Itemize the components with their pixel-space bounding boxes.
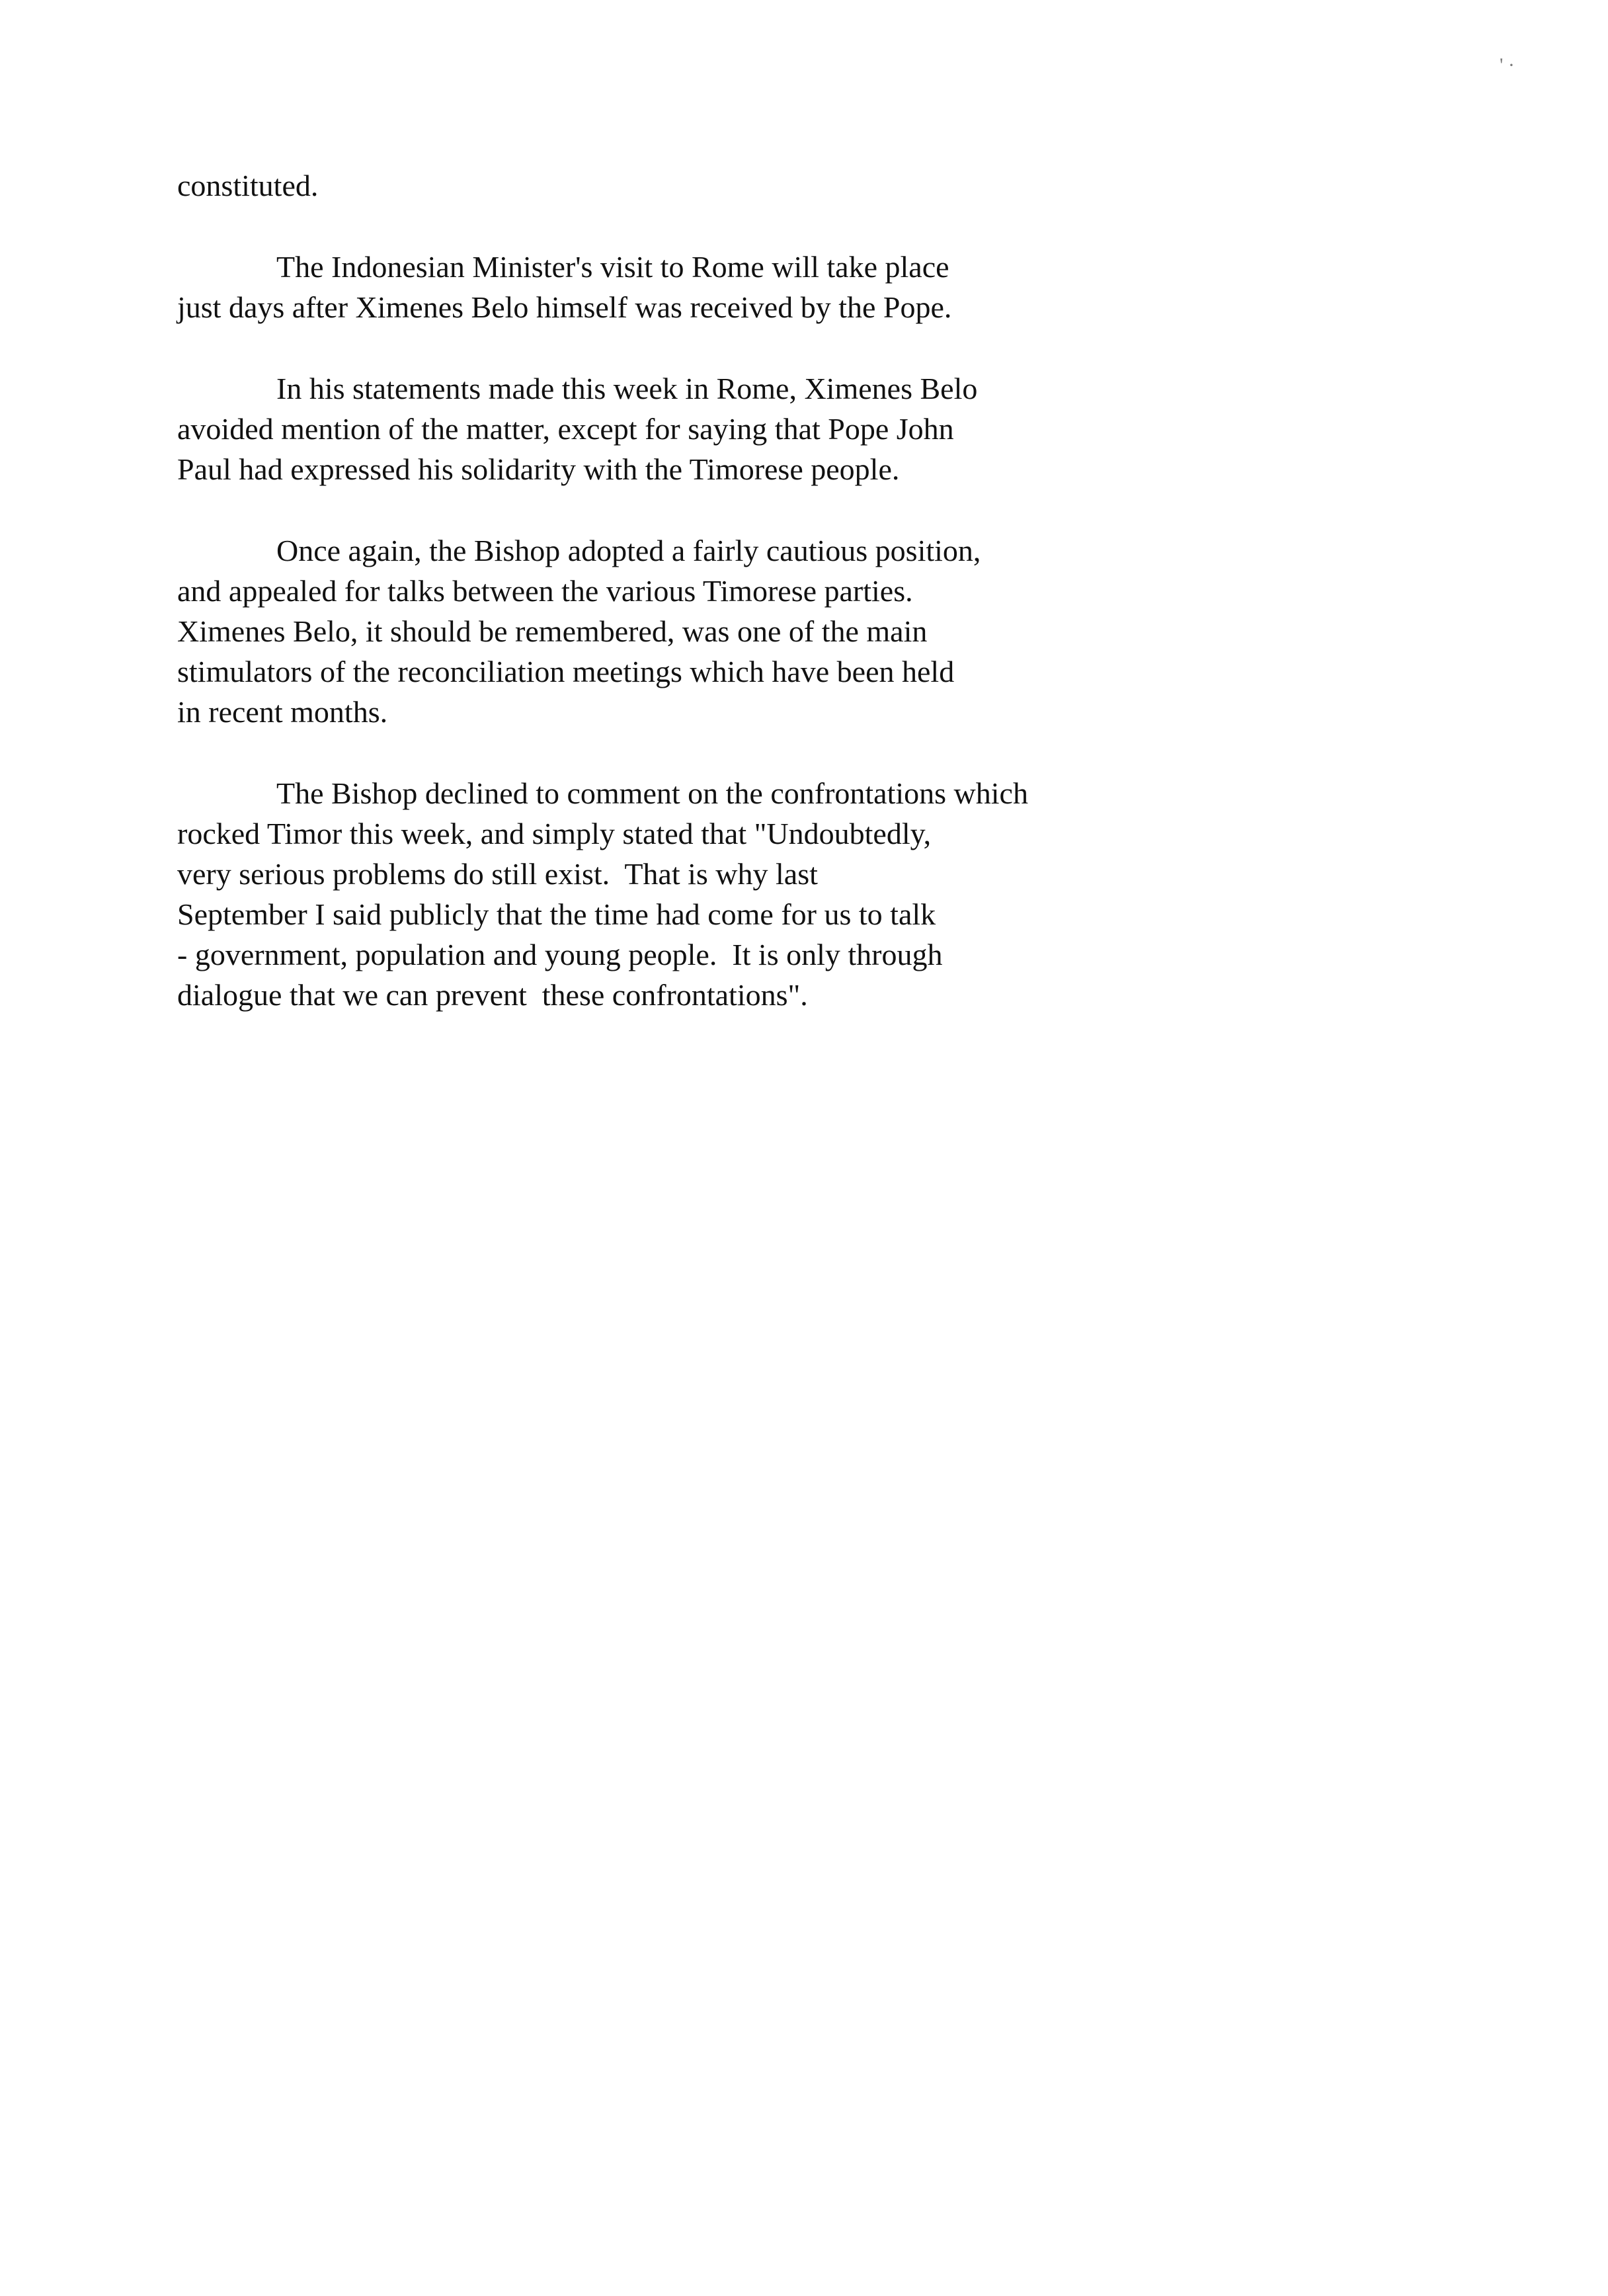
paragraph-line: - government, population and young people. It is only through (177, 938, 943, 971)
paragraph-line: constituted. (177, 169, 319, 202)
corner-mark: ' · (1500, 54, 1515, 76)
paragraph-line: Once again, the Bishop adopted a fairly cautious position, (276, 534, 981, 567)
paragraph-line: dialogue that we can prevent these confrontations". (177, 978, 808, 1012)
paragraph-line: and appealed for talks between the various Timorese parties. (177, 574, 913, 608)
paragraph-line: The Indonesian Minister's visit to Rome will take place (276, 250, 949, 284)
paragraph-line: in recent months. (177, 695, 388, 729)
paragraph-1 (177, 165, 1169, 206)
paragraph-line: stimulators of the reconciliation meetings which have been held (177, 655, 955, 688)
paragraph-line: The Bishop declined to comment on the confrontations which (276, 776, 1028, 810)
paragraph-line: just days after Ximenes Belo himself was received by the Pope. (177, 290, 952, 324)
paragraph-2 (177, 247, 1169, 327)
paragraph-line: rocked Timor this week, and simply stated that "Undoubtedly, (177, 817, 932, 850)
paragraph-3 (177, 368, 1169, 489)
body-text (177, 165, 1169, 1056)
paragraph-line: very serious problems do still exist. That is why last (177, 857, 818, 891)
paragraph-line: In his statements made this week in Rome, Ximenes Belo (276, 372, 978, 405)
paragraph-5 (177, 773, 1169, 1015)
paragraph-line: Ximenes Belo, it should be remembered, was one of the main (177, 614, 928, 648)
paragraph-line: avoided mention of the matter, except for saying that Pope John (177, 412, 954, 446)
paragraph-line: September I said publicly that the time had come for us to talk (177, 897, 936, 931)
paragraph-line: Paul had expressed his solidarity with the Timorese people. (177, 452, 900, 486)
paragraph-4 (177, 530, 1169, 732)
